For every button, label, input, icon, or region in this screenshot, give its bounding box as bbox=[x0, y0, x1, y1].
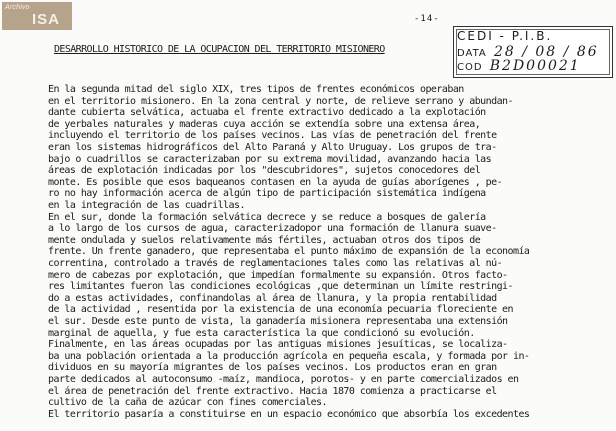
page-number: -14- bbox=[414, 14, 440, 24]
text-line: parte dedicados al autoconsumo -maíz, mandioca, porotos- y en parte comercializados en bbox=[48, 374, 519, 385]
text-line: en el territorio misionero. En la zona central y norte, de relieve serrano y abundan- bbox=[48, 95, 513, 107]
text-line: de yerbales naturales y maderas cuya acción se extendía sobre una extensa área, bbox=[48, 118, 481, 130]
text-line: ba una población orientada a la producción agrícola en pequeña escala, y formada por in- bbox=[48, 350, 530, 362]
text-line: mente ondulada y suelos relativamente más fértiles, actuaban otros dos tipos de bbox=[48, 234, 481, 246]
text-line: mero de cabezas por explotación, que impedían formalmente su expansión. Otros facto- bbox=[48, 269, 508, 281]
stamp-institution: CEDI - P.I.B. bbox=[457, 29, 553, 43]
text-line: el área de penetración del frente extractivo. Hacia 1870 comienza a practicarse el bbox=[48, 385, 497, 397]
text-line: áreas de explotación indicadas por los "descubridores", sujetos conocedores del bbox=[48, 165, 481, 177]
text-line: ro no hay información acerca de algún tipo de participación sistemática indígena bbox=[48, 188, 486, 200]
watermark-logo-text: ISA bbox=[32, 11, 61, 28]
text-line: eran los sistemas hidrográficos del Alto Paraná y Alto Uruguay. Los grupos de tra- bbox=[48, 142, 497, 153]
text-line: cultivo de la caña de azúcar con fines comerciales. bbox=[48, 397, 327, 409]
text-line: marginal de aquella, y fue esta característica la que condicionó su evolución. bbox=[48, 327, 475, 339]
text-line: dividuos en su mayoría migrantes de los países vecinos. Los productos eran en gran bbox=[48, 362, 497, 374]
text-line: incluyendo el territorio de los países vecinos. Las vías de penetración del frente bbox=[48, 130, 497, 142]
text-line: dante cubierta selvática, actuaba el frente extractivo dedicado a la explotación bbox=[48, 107, 486, 119]
text-line: En la segunda mitad del siglo XIX, tres tipos de frentes económicos operaban bbox=[48, 84, 464, 95]
watermark-small-text: Archivo bbox=[5, 4, 30, 11]
text-line: Finalmente, en las áreas ocupadas por las antiguas misiones jesuíticas, se localiza- bbox=[48, 339, 508, 351]
stamp-date-label: DATA bbox=[457, 48, 487, 59]
stamp-code-label: COD bbox=[457, 62, 483, 73]
text-line: do a estas actividades, confinandolas al área de llanura, y la propia rentabilidad bbox=[48, 292, 497, 304]
text-line: el sur. Desde este punto de vista, la ganadería misionera representaba una extensión bbox=[48, 316, 508, 327]
text-line: en la integración de las cuadrillas. bbox=[48, 200, 245, 211]
text-line: de la actividad , resentida por la existencia de una economía pecuaria floreciente en bbox=[48, 304, 513, 316]
text-line: monte. Es posible que esos baqueanos contasen en la ayuda de guías aborígenes , pe- bbox=[48, 176, 503, 188]
text-line: bajo o cuadrillos se caracterizaban por su extrema movilidad, avanzando hacia las bbox=[48, 153, 492, 165]
text-line: El territorio pasaría a constituirse en un espacio económico que absorbía los excedentes bbox=[48, 408, 530, 420]
document-title: DESARROLLO HISTORICO DE LA OCUPACION DEL TERRITORIO MISIONERO bbox=[54, 44, 385, 55]
text-line: a lo largo de los cursos de agua, caracterizadopor una formación de llanura suave- bbox=[48, 223, 497, 235]
stamp-code-value: B2D00021 bbox=[489, 58, 581, 74]
text-line: En el sur, donde la formación selvática decrece y se reduce a bosques de galería bbox=[48, 211, 486, 223]
stamp-date-value: 28 / 08 / 86 bbox=[493, 44, 599, 60]
text-line: correntina, controlado a través de reglamentaciones tales como las relativas al nú- bbox=[48, 258, 503, 269]
text-line: res limitantes fueron las condiciones ecológicas ,que determinan un límite restringi- bbox=[48, 281, 513, 293]
text-line: frente. Un frente ganadero, que representaba el punto máximo de expansión de la economía bbox=[48, 246, 530, 258]
